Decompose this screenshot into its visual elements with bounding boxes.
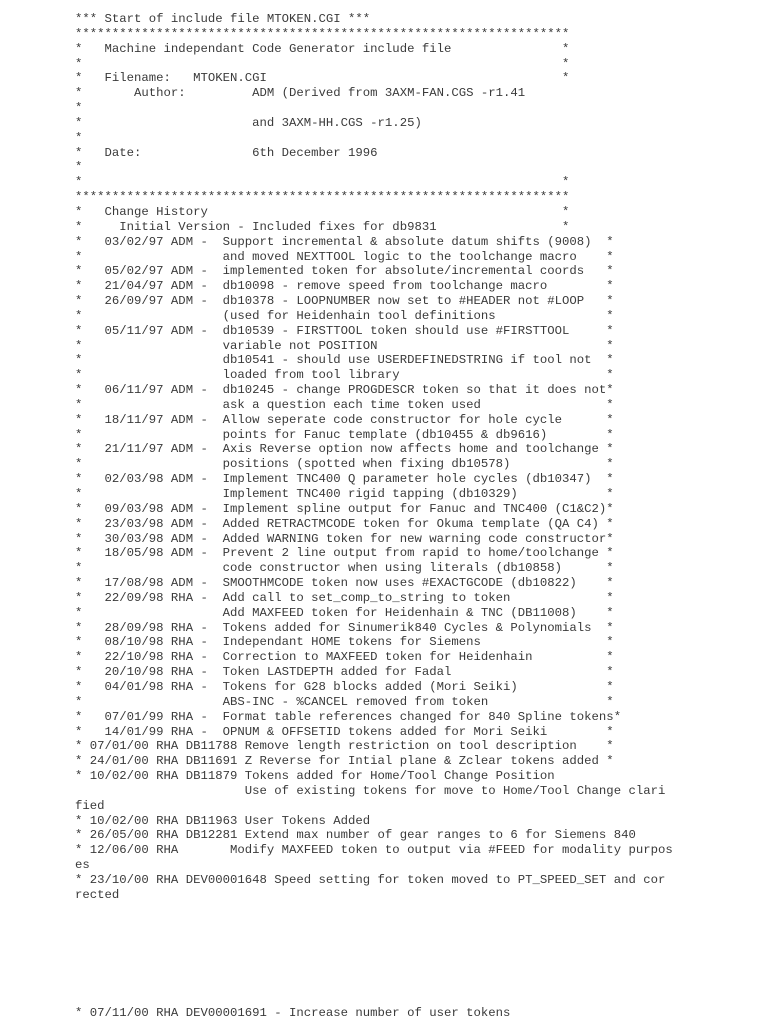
source-code-header-comment: *** Start of include file MTOKEN.CGI *** ******************************************************************* * Machine independant Code Generator include file * * * * Filename: MTOKEN.CGI * * Author: ADM (Derived from 3AXM-FAN.CGS -r1.41 * * and 3AXM-HH.CGS -r1.25) * * Date: 6th December 1996 * * * ******************************************************************* * Change History * * Initial Version - Included fixes for db9831 * * 03/02/97 ADM - Support incremental & absolute datum shifts (9008) * * and moved NEXTTOOL logic to the toolchange macro * * 05/02/97 ADM - implemented token for absolute/incremental coords * * 21/04/97 ADM - db10098 - remove speed from toolchange macro * * 26/09/97 ADM - db10378 - LOOPNUMBER now set to #HEADER not #LOOP * * (used for Heidenhain tool definitions * * 05/11/97 ADM - db10539 - FIRSTTOOL token should use #FIRSTTOOL * * variable not POSITION * * db10541 - should use USERDEFINEDSTRING if tool not * * loaded from tool library * * 06/11/97 ADM - db10245 - change PROGDESCR token so that it does not* * ask a question each time token used * * 18/11/97 ADM - Allow seperate code constructor for hole cycle * * points for Fanuc template (db10455 & db9616) * * 21/11/97 ADM - Axis Reverse option now affects home and toolchange * * positions (spotted when fixing db10578) * * 02/03/98 ADM - Implement TNC400 Q parameter hole cycles (db10347) * * Implement TNC400 rigid tapping (db10329) * * 09/03/98 ADM - Implement spline output for Fanuc and TNC400 (C1&C2)* * 23/03/98 ADM - Added RETRACTMCODE token for Okuma template (QA C4) * * 30/03/98 ADM - Added WARNING token for new warning code constructor* * 18/05/98 ADM - Prevent 2 line output from rapid to home/toolchange * * code constructor when using literals (db10858) * * 17/08/98 ADM - SMOOTHMCODE token now uses #EXACTGCODE (db10822) * * 22/09/98 RHA - Add call to set_comp_to_string to token * * Add MAXFEED token for Heidenhain & TNC (DB11008) * * 28/09/98 RHA - Tokens added for Sinumerik840 Cycles & Polynomials * * 08/10/98 RHA - Independant HOME tokens for Siemens * * 22/10/98 RHA - Correction to MAXFEED token for Heidenhain * * 20/10/98 RHA - Token LASTDEPTH added for Fadal * * 04/01/98 RHA - Tokens for G28 blocks added (Mori Seiki) * * ABS-INC - %CANCEL removed from token * * 07/01/99 RHA - Format table references changed for 840 Spline tokens* * 14/01/99 RHA - OPNUM & OFFSETID tokens added for Mori Seiki * * 07/01/00 RHA DB11788 Remove length restriction on tool description * * 24/01/00 RHA DB11691 Z Reverse for Intial plane & Zclear tokens added * * 10/02/00 RHA DB11879 Tokens added for Home/Tool Change Position Use of existing tokens for move to Home/Tool Change clari fied * 10/02/00 RHA DB11963 User Tokens Added * 26/05/00 RHA DB12281 Extend max number of gear ranges to 6 for Siemens 840 * 12/06/00 RHA Modify MAXFEED token to output via #FEED for modality purpos es * 23/10/00 RHA DEV00001648 Speed setting for token moved to PT_SPEED_SET and cor rected	[75, 12, 673, 902]
source-code-continuation-line: * 07/11/00 RHA DEV00001691 - Increase number of user tokens	[75, 1006, 511, 1020]
